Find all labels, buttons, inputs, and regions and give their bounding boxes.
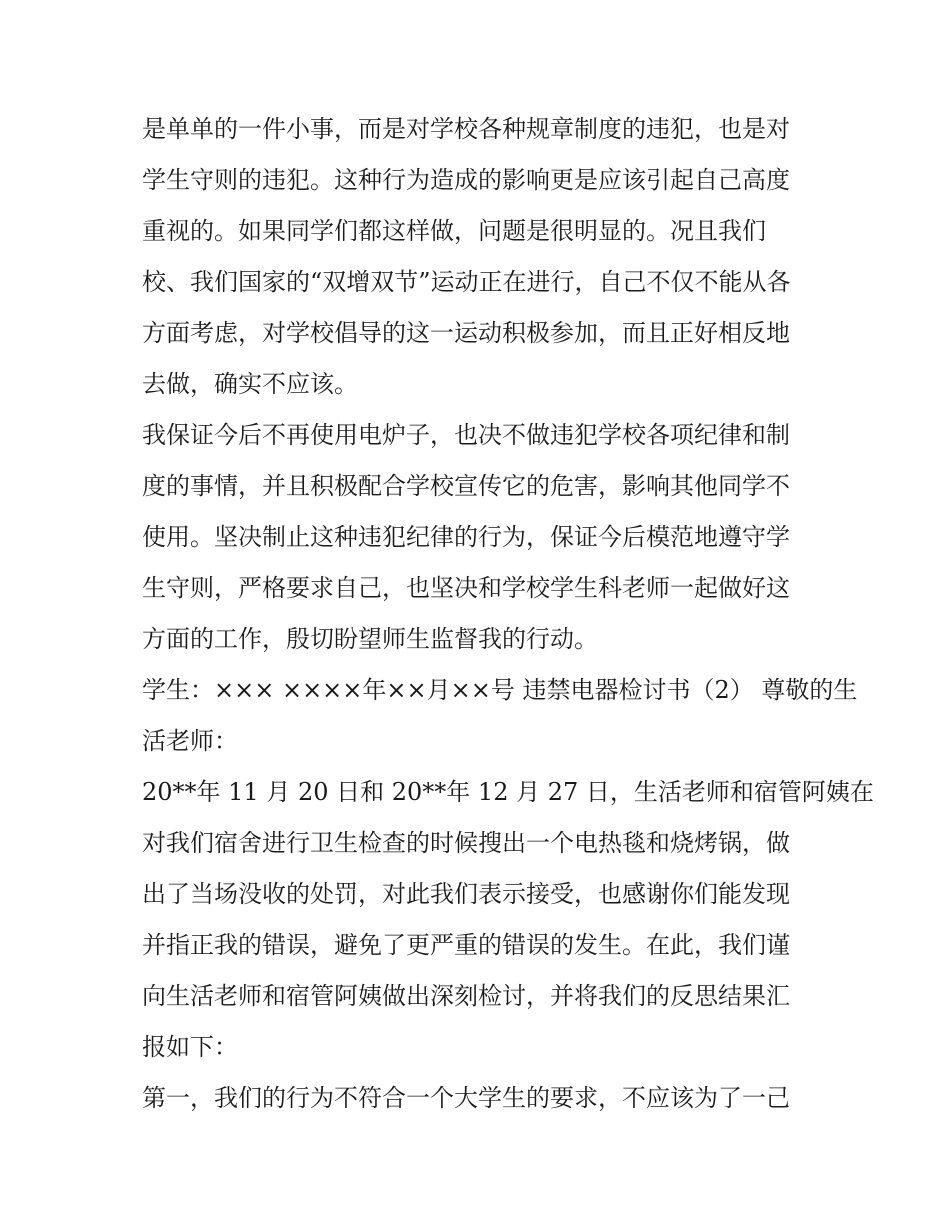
- text-line: 使用。坚决制止这种违犯纪律的行为，保证今后模范地遵守学: [142, 523, 790, 551]
- text-line: 生守则，严格要求自己，也坚决和学校学生科老师一起做好这: [142, 574, 790, 602]
- text-line: 去做，确实不应该。: [142, 370, 358, 398]
- text-line: 方面的工作，殷切盼望师生监督我的行动。: [142, 625, 598, 653]
- text-line: 我保证今后不再使用电炉子，也决不做违犯学校各项纪律和制: [142, 421, 790, 449]
- text-line: 度的事情，并且积极配合学校宣传它的危害，影响其他同学不: [142, 472, 790, 500]
- text-line: 学生守则的违犯。这种行为造成的影响更是应该引起自己高度: [142, 166, 790, 194]
- text-line: 对我们宿舍进行卫生检查的时候搜出一个电热毯和烧烤锅，做: [142, 829, 790, 857]
- text-line: 报如下：: [142, 1033, 238, 1061]
- text-line: 第一，我们的行为不符合一个大学生的要求，不应该为了一己: [142, 1084, 790, 1112]
- text-line: 出了当场没收的处罚，对此我们表示接受，也感谢你们能发现: [142, 880, 790, 908]
- text-line: 并指正我的错误，避免了更严重的错误的发生。在此，我们谨: [142, 931, 790, 959]
- text-line: 向生活老师和宿管阿姨做出深刻检讨，并将我们的反思结果汇: [142, 982, 790, 1010]
- text-line: 方面考虑，对学校倡导的这一运动积极参加，而且正好相反地: [142, 319, 790, 347]
- document-body-text: [142, 104, 874, 1124]
- signature-heading-line: 学生：××× ××××年××月××号 违禁电器检讨书（2） 尊敬的生: [142, 676, 858, 704]
- text-line: 20**年 11 月 20 日和 20**年 12 月 27 日，生活老师和宿管阿姨在: [142, 778, 874, 806]
- text-line: 重视的。如果同学们都这样做，问题是很明显的。况且我们: [142, 217, 766, 245]
- text-line: 是单单的一件小事，而是对学校各种规章制度的违犯，也是对: [142, 115, 790, 143]
- text-line: 校、我们国家的“双增双节”运动正在进行，自己不仅不能从各: [142, 268, 791, 296]
- salutation-line: 活老师：: [142, 727, 238, 755]
